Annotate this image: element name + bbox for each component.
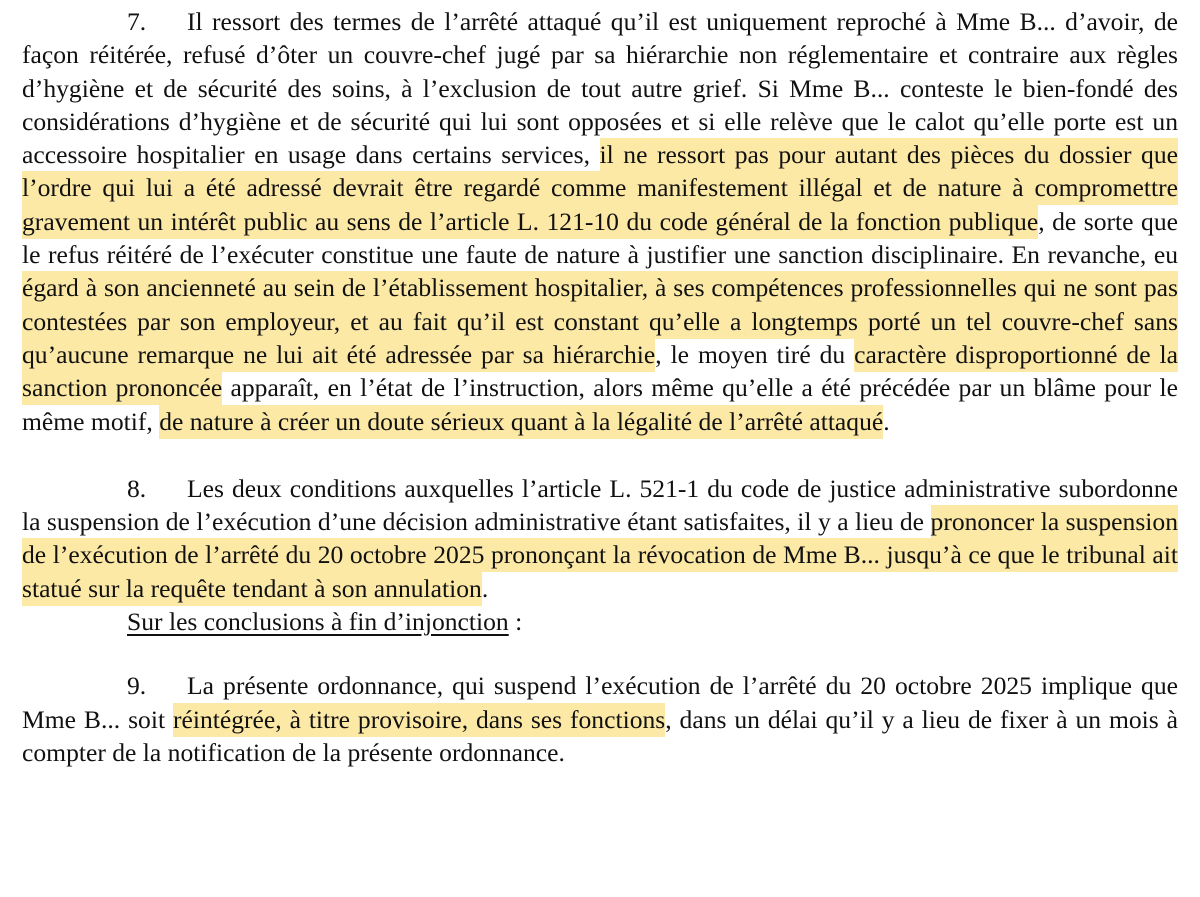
paragraph-number: 8. bbox=[127, 473, 147, 503]
paragraph-9 bbox=[22, 669, 1178, 769]
section-heading-text: Sur les conclusions à fin d’injonction bbox=[127, 607, 509, 637]
highlighted-text: égard à son ancienneté au sein de l’établissement hospitalier, à ses compétences professionnelles qui ne sont pas contestées par son employeur, et au fait qu’il est constant qu’elle a longtemps porté un tel couvre-chef sans qu’aucune remarque ne lui ait été adressée par sa hiérarchie bbox=[22, 271, 1178, 372]
paragraph-text: apparaît, en l’état de l’instruction, alors même qu’elle a été précédée par un blâme pour le même motif, bbox=[22, 373, 1178, 436]
paragraph-7 bbox=[22, 5, 1178, 438]
highlighted-text: réintégrée, à titre provisoire, dans ses fonctions bbox=[173, 703, 665, 737]
document-page bbox=[22, 5, 1178, 769]
paragraph-text: . bbox=[481, 573, 489, 603]
highlighted-text: caractère disproportionné de la sanction prononcée bbox=[22, 338, 1178, 405]
section-heading-suffix: : bbox=[508, 607, 523, 637]
highlighted-text: prononcer la suspension de l’exécution de l’arrêté du 20 octobre 2025 prononçant la révocation de Mme B... jusqu’à ce que le tribunal ait statué sur la requête tendant à son annulation bbox=[22, 505, 1178, 606]
paragraph-text: . bbox=[883, 406, 890, 436]
paragraph-text: , dans un délai qu’il y a lieu de fixer à un mois à compter de la notification de la présente ordonnance. bbox=[22, 704, 1178, 767]
section-heading bbox=[22, 605, 1178, 638]
paragraph-text: La présente ordonnance, qui suspend l’exécution de l’arrêté du 20 octobre 2025 implique que Mme B... soit bbox=[22, 671, 1178, 734]
highlighted-text: il ne ressort pas pour autant des pièces du dossier que l’ordre qui lui a été adressé devrait être regardé comme manifestement illégal et de nature à compromettre gravement un intérêt public au sens de l’article L. 121-10 du code général de la fonction publique bbox=[22, 138, 1178, 239]
highlighted-text: de nature à créer un doute sérieux quant à la légalité de l’arrêté attaqué bbox=[159, 405, 883, 439]
paragraph-8 bbox=[22, 472, 1178, 605]
paragraph-number: 9. bbox=[127, 671, 147, 701]
paragraph-text: , le moyen tiré du bbox=[655, 339, 855, 369]
paragraph-text: Il ressort des termes de l’arrêté attaqué qu’il est uniquement reproché à Mme B... d’avoir, de façon réitérée, refusé d’ôter un couvre-chef jugé par sa hiérarchie non réglementaire et contraire aux règles d’hygiène et de sécurité des soins, à l’exclusion de tout autre grief. Si Mme B... conteste le bien-fondé des considérations d’hygiène et de sécurité qui lui sont opposées et si elle relève que le calot qu’elle porte est un accessoire hospitalier en usage dans certains services, bbox=[22, 7, 1178, 170]
paragraph-text: , de sorte que le refus réitéré de l’exécuter constitue une faute de nature à justifier une sanction disciplinaire. En revanche, eu bbox=[22, 206, 1178, 270]
paragraph-number: 7. bbox=[127, 7, 147, 36]
paragraph-text: Les deux conditions auxquelles l’article L. 521-1 du code de justice administrative subordonne la suspension de l’exécution d’une décision administrative étant satisfaites, il y a lieu de bbox=[22, 473, 1178, 537]
